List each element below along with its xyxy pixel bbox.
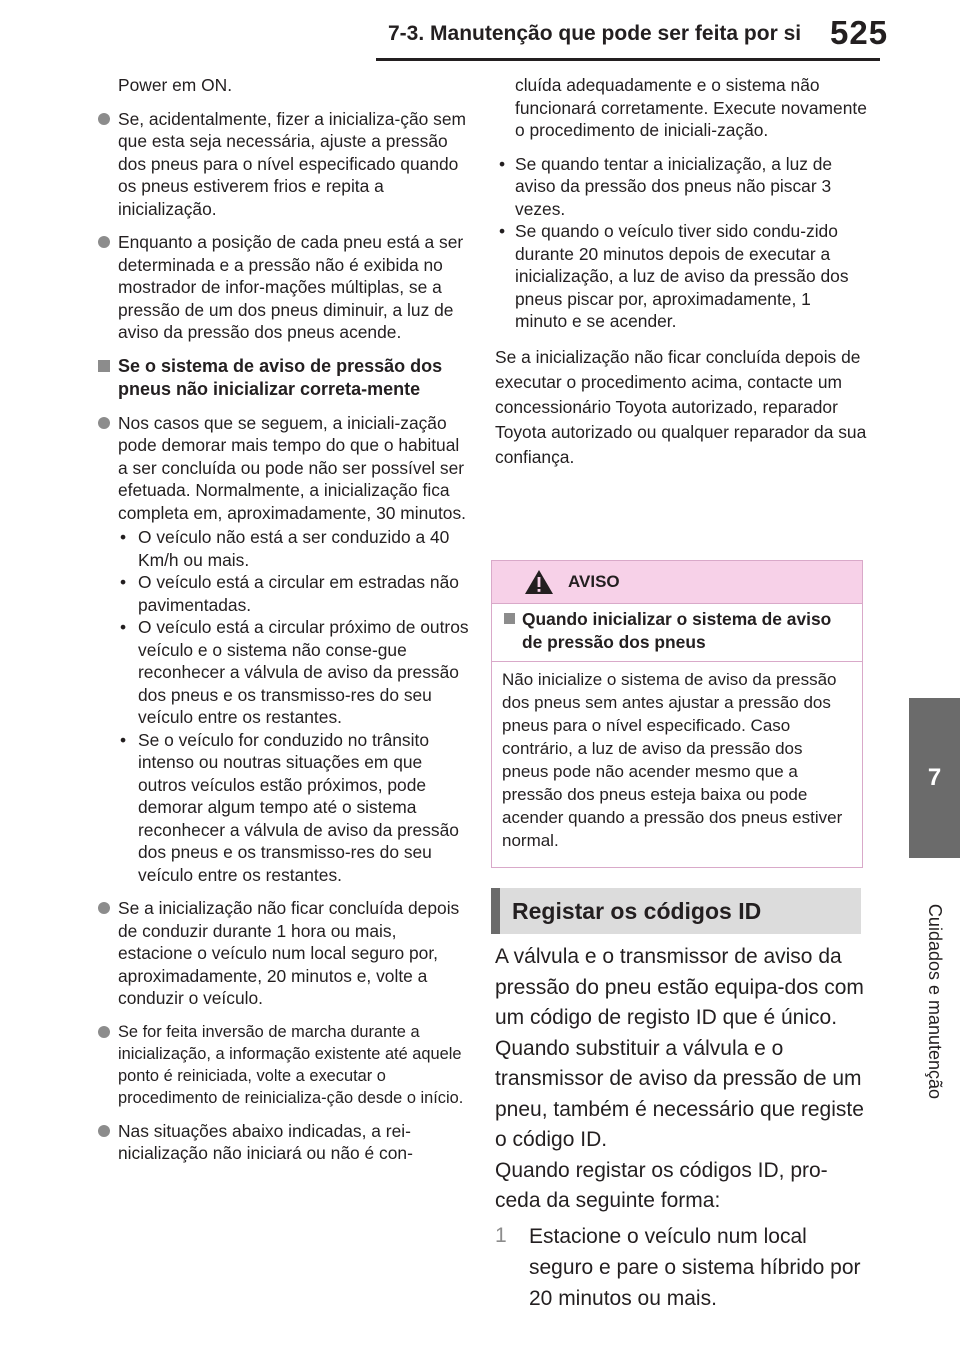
left-column bbox=[98, 74, 470, 1176]
bullet-dot-icon bbox=[98, 113, 110, 125]
condition-list bbox=[118, 526, 470, 886]
bullet-paragraph bbox=[98, 412, 470, 525]
chapter-number: 7 bbox=[927, 764, 942, 791]
section-banner bbox=[491, 888, 861, 934]
chapter-label: Cuidados e manutenção bbox=[925, 903, 946, 1099]
warning-body bbox=[492, 608, 862, 852]
page-number: 525 bbox=[830, 14, 889, 51]
section-heading-text: Se o sistema de aviso de pressão dos pneus não inicializar correta-mente bbox=[118, 355, 443, 399]
list-item: • O veículo não está a ser conduzido a 40 Km/h ou mais. bbox=[118, 526, 470, 571]
warning-text: Não inicialize o sistema de aviso da pressão dos pneus sem antes ajustar a pressão dos pneus para o nível especificado. Caso contrário, a luz de aviso da pressão dos pneus pode não acender mesmo que a pressão dos pneus esteja baixa ou pode acender quando a pressão dos pneus estiver normal. bbox=[502, 670, 843, 850]
chapter-label-container bbox=[909, 866, 960, 1136]
bullet-text: Se for feita inversão de marcha durante a inicialização, a informação existente até aquele ponto é reiniciada, volte a executar o procedimento de reinicializa-ção desde o início. bbox=[118, 1022, 464, 1107]
continuation-text: Power em ON. bbox=[118, 75, 233, 95]
bullet-dot-icon bbox=[98, 417, 110, 429]
square-marker-icon bbox=[98, 360, 110, 372]
bullet-text: Enquanto a posição de cada pneu está a ser determinada e a pressão não é exibida no mostrador de infor-mações múltiplas, se a pressão de um dos pneus diminuir, a luz de aviso da pressão dos pneus acende. bbox=[118, 232, 464, 342]
warning-box bbox=[491, 560, 863, 868]
right-column bbox=[495, 74, 867, 478]
bullet-paragraph bbox=[98, 231, 470, 344]
failure-condition-list bbox=[495, 153, 867, 333]
list-item: • O veículo está a circular próximo de outros veículo e o sistema não conse-gue reconhecer a válvula de aviso da pressão dos pneus e os transmisso-res do seu veículo entre os restantes. bbox=[118, 616, 470, 729]
closing-paragraph: Se a inicialização não ficar concluída depois de executar o procedimento acima, contacte um concessionário Toyota autorizado, reparador Toyota autorizado ou qualquer reparador da sua confiança. bbox=[495, 346, 867, 467]
list-item: • O veículo está a circular em estradas não pavimentadas. bbox=[118, 571, 470, 616]
warning-triangle-icon bbox=[524, 569, 554, 595]
square-marker-icon bbox=[504, 613, 515, 624]
list-item: • Se quando tentar a inicialização, a luz de aviso da pressão dos pneus não piscar 3 vezes. bbox=[495, 153, 867, 221]
continuation-text: cluída adequadamente e o sistema não funcionará corretamente. Execute novamente o procedimento de iniciali-zação. bbox=[515, 75, 867, 140]
bullet-dot-icon bbox=[98, 236, 110, 248]
banner-accent-bar bbox=[491, 888, 500, 934]
id-paragraph: Quando registar os códigos ID, pro-ceda da seguinte forma: bbox=[495, 1158, 828, 1212]
bullet-paragraph bbox=[98, 108, 470, 221]
chapter-tab[interactable] bbox=[909, 698, 960, 858]
section-banner-title: Registar os códigos ID bbox=[512, 897, 762, 924]
warning-subheading bbox=[502, 608, 852, 653]
bullet-dot-icon bbox=[98, 902, 110, 914]
page-section-title: 7-3. Manutenção que pode ser feita por si bbox=[388, 22, 802, 45]
bullet-paragraph bbox=[98, 1021, 470, 1109]
list-item: • Se quando o veículo tiver sido condu-zido durante 20 minutos depois de executar a inicialização, a luz de aviso da pressão dos pneus piscar por, aproximadamente, 1 minuto e se acender. bbox=[495, 220, 867, 333]
step-number: 1 bbox=[495, 1223, 507, 1247]
id-section-body bbox=[495, 942, 865, 1314]
bullet-text: Nas situações abaixo indicadas, a rei-nicialização não iniciará ou não é con- bbox=[118, 1120, 413, 1163]
warning-divider bbox=[492, 661, 862, 662]
section-heading bbox=[98, 355, 470, 401]
header-divider bbox=[376, 58, 880, 61]
bullet-dot-icon bbox=[98, 1026, 110, 1038]
bullet-text: Nos casos que se seguem, a iniciali-zação pode demorar mais tempo do que o habitual a ser concluída ou pode não ser possível ser efetuada. Normalmente, a inicialização fica completa em, aproximadamente, 30 minutos. bbox=[118, 412, 466, 523]
bullet-paragraph bbox=[98, 897, 470, 1010]
id-paragraph: A válvula e o transmissor de aviso da pressão do pneu estão equipa-dos com um código de registo ID que é único. Quando substituir a válvula e o transmissor de aviso da pressão de um pneu, também é necessário que registe o código ID. bbox=[495, 945, 864, 1151]
list-item: • Se o veículo for conduzido no trânsito intenso ou noutras situações em que outros veículos estão próximos, pode demorar algum tempo até o sistema reconhecer a válvula de aviso da pressão dos pneus e os transmisso-res do seu veículo entre os restantes. bbox=[118, 729, 470, 887]
step-text: Estacione o veículo num local seguro e pare o sistema híbrido por 20 minutos ou mais. bbox=[529, 1224, 861, 1310]
bullet-paragraph bbox=[98, 1120, 470, 1165]
step-item bbox=[495, 1221, 865, 1314]
warning-header bbox=[492, 561, 862, 604]
bullet-dot-icon bbox=[98, 1125, 110, 1137]
bullet-text: Se a inicialização não ficar concluída depois de conduzir durante 1 hora ou mais, estacione o veículo num local seguro por, aproximadamente, 20 minutos e, volte a conduzir o veículo. bbox=[118, 898, 460, 1008]
warning-subheading-text: Quando inicializar o sistema de aviso de pressão dos pneus bbox=[522, 609, 832, 652]
bullet-text: Se, acidentalmente, fizer a inicializa-ção sem que esta seja necessária, ajuste a pressão dos pneus para o nível especificado quando os pneus estiverem frios e repita a inicialização. bbox=[118, 108, 466, 219]
warning-title: AVISO bbox=[568, 572, 620, 591]
